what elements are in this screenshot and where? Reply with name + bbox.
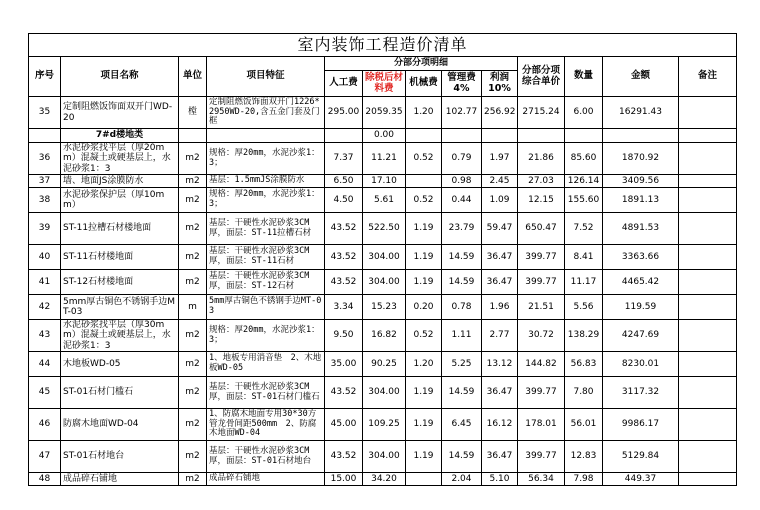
cell-qty: 5.56 [565,295,603,320]
cell-amount: 119.59 [603,295,679,320]
cell-unit: m2 [179,175,207,188]
cell-machine: 1.20 [406,97,442,129]
cell-labor: 4.50 [325,188,363,213]
cell-labor: 6.50 [325,175,363,188]
cell-qty: 56.01 [565,409,603,441]
cell-seq: 35 [29,97,61,129]
cell-unit-price: 399.77 [518,245,565,270]
cell-feature: 基层：1.5mmJS涂膜防水 [207,175,325,188]
cell-machine: 1.20 [406,352,442,377]
header-feature: 项目特征 [207,57,325,97]
cell-profit: 16.12 [482,409,518,441]
table-row [29,409,737,441]
cell-feature: 成品碎石铺地 [207,473,325,486]
cell-name: ST-11拉槽石材楼地面 [61,213,179,245]
cell-unit: m2 [179,377,207,409]
cell-feature: 1、防腐木地面专用30*30方管龙骨间距500mm 2、防腐木地面WD-04 [207,409,325,441]
cell-material: 11.21 [363,143,406,175]
cell-seq: 41 [29,270,61,295]
cell-seq: 42 [29,295,61,320]
cell-name: 防腐木地面WD-04 [61,409,179,441]
cell-material: 15.23 [363,295,406,320]
table-row [29,295,737,320]
header-unit-price: 分部分项综合单价 [518,57,565,97]
cell-labor: 15.00 [325,473,363,486]
cell-machine: 0.52 [406,143,442,175]
cell-unit-price: 144.82 [518,352,565,377]
cell-material: 34.20 [363,473,406,486]
header-machine: 机械费 [406,71,442,97]
cell-note [679,295,737,320]
header-note: 备注 [679,57,737,97]
cell-name: 水泥砂浆保护层（厚10mm） [61,188,179,213]
cell-name: 定制阻燃饭饰面双开门WD-20 [61,97,179,129]
cell-unit-price: 21.86 [518,143,565,175]
cell-note [679,245,737,270]
cell-labor: 9.50 [325,320,363,352]
cell-mgmt: 14.59 [442,270,482,295]
cell-note [679,175,737,188]
cell-seq: 44 [29,352,61,377]
cell-amount: 3363.66 [603,245,679,270]
header-unit: 单位 [179,57,207,97]
cell-seq: 48 [29,473,61,486]
cell-amount: 3409.56 [603,175,679,188]
cell-name: ST-01石材门槛石 [61,377,179,409]
table-row [29,270,737,295]
cell-note [679,409,737,441]
header-seq: 序号 [29,57,61,97]
header-material: 除税后材料费 [363,71,406,97]
cell-machine [406,175,442,188]
cell-name: ST-11石材楼地面 [61,245,179,270]
cell-amount: 449.37 [603,473,679,486]
cell-amount: 4247.69 [603,320,679,352]
cell-mgmt: 102.77 [442,97,482,129]
cell-material: 17.10 [363,175,406,188]
cell-profit: 1.09 [482,188,518,213]
table-body [29,97,737,486]
cell-feature: 规格：厚20mm，水泥沙浆1：3； [207,143,325,175]
cell-labor: 43.52 [325,213,363,245]
cell-machine: 1.19 [406,270,442,295]
cell-feature: 基层：干硬性水泥砂浆3CM厚，面层：ST-11石材 [207,245,325,270]
cell-mgmt [442,129,482,143]
cell-unit-price: 399.77 [518,377,565,409]
cell-mgmt: 5.25 [442,352,482,377]
cost-list-sheet [28,33,736,486]
cell-material: 16.82 [363,320,406,352]
cell-mgmt: 23.79 [442,213,482,245]
cell-mgmt: 14.59 [442,441,482,473]
cell-unit: m2 [179,213,207,245]
cell-name: 5mm厚古铜色不锈钢手边MT-03 [61,295,179,320]
table-row [29,245,737,270]
table-row [29,213,737,245]
cell-unit-price: 30.72 [518,320,565,352]
cell-profit: 36.47 [482,377,518,409]
cell-material: 304.00 [363,377,406,409]
cell-name: ST-01石材地台 [61,441,179,473]
cell-profit: 59.47 [482,213,518,245]
table-row [29,441,737,473]
cell-profit [482,129,518,143]
cell-unit: m2 [179,188,207,213]
cell-machine [406,473,442,486]
cell-machine [406,129,442,143]
header-name: 项目名称 [61,57,179,97]
header-qty: 数量 [565,57,603,97]
cell-qty: 12.83 [565,441,603,473]
cell-labor: 43.52 [325,377,363,409]
cell-qty: 6.00 [565,97,603,129]
header-group: 分部分项明细 [325,57,518,71]
cell-labor: 35.00 [325,352,363,377]
cell-seq: 43 [29,320,61,352]
cell-seq: 47 [29,441,61,473]
header-labor: 人工费 [325,71,363,97]
cell-machine: 1.19 [406,213,442,245]
cell-machine: 0.52 [406,188,442,213]
cell-labor: 295.00 [325,97,363,129]
cell-note [679,473,737,486]
cell-unit: m2 [179,441,207,473]
cell-feature: 规格：厚20mm，水泥沙浆1：3； [207,320,325,352]
cell-mgmt: 0.79 [442,143,482,175]
cell-amount: 8230.01 [603,352,679,377]
cell-material: 2059.35 [363,97,406,129]
cell-amount: 4465.42 [603,270,679,295]
cell-material: 304.00 [363,245,406,270]
cell-note [679,129,737,143]
cell-profit: 5.10 [482,473,518,486]
cell-name: 水泥砂浆找平层（厚30mm）混凝土或硬基层上，水泥砂浆1：3 [61,320,179,352]
cell-unit-price: 399.77 [518,441,565,473]
cell-amount: 4891.53 [603,213,679,245]
cell-material: 304.00 [363,441,406,473]
cell-mgmt: 14.59 [442,245,482,270]
cell-profit: 36.47 [482,441,518,473]
cell-unit: m2 [179,473,207,486]
cell-note [679,213,737,245]
cell-amount: 1870.92 [603,143,679,175]
table-row [29,175,737,188]
cell-qty: 8.41 [565,245,603,270]
cell-qty: 11.17 [565,270,603,295]
cell-note [679,97,737,129]
cell-material: 0.00 [363,129,406,143]
cell-profit: 13.12 [482,352,518,377]
cell-qty: 126.14 [565,175,603,188]
cell-profit: 2.77 [482,320,518,352]
cell-amount: 1891.13 [603,188,679,213]
cell-feature [207,129,325,143]
table-row [29,377,737,409]
cell-material: 5.61 [363,188,406,213]
cell-unit-price: 21.51 [518,295,565,320]
cell-feature: 基层：干硬性水泥砂浆3CM厚，面层：ST-01石材地台 [207,441,325,473]
cell-feature: 基层：干硬性水泥砂浆3CM厚，面层：ST-12石材 [207,270,325,295]
cell-profit: 1.97 [482,143,518,175]
cell-labor: 7.37 [325,143,363,175]
cell-amount: 5129.84 [603,441,679,473]
cell-note [679,377,737,409]
cell-mgmt: 6.45 [442,409,482,441]
cell-material: 90.25 [363,352,406,377]
cell-amount: 3117.32 [603,377,679,409]
cell-seq: 38 [29,188,61,213]
cell-unit-price: 27.03 [518,175,565,188]
section-row [29,129,737,143]
cell-note [679,352,737,377]
cell-labor: 43.52 [325,441,363,473]
cell-unit: 樘 [179,97,207,129]
cell-mgmt: 14.59 [442,377,482,409]
sheet-title: 室内装饰工程造价清单 [29,34,737,57]
cost-list-table [28,33,737,486]
cell-amount [603,129,679,143]
cell-unit: m2 [179,409,207,441]
cell-mgmt: 0.78 [442,295,482,320]
cell-unit: m2 [179,143,207,175]
cell-mgmt: 0.44 [442,188,482,213]
cell-note [679,320,737,352]
cell-note [679,143,737,175]
cell-machine: 1.19 [406,409,442,441]
cell-qty: 56.83 [565,352,603,377]
cell-note [679,270,737,295]
cell-name: 水泥砂浆找平层（厚20mm）混凝土或硬基层上，水泥砂浆1：3 [61,143,179,175]
table-row [29,188,737,213]
cell-unit-price: 178.01 [518,409,565,441]
cell-seq: 39 [29,213,61,245]
header-mgmt: 管理费4% [442,71,482,97]
cell-labor: 43.52 [325,270,363,295]
cell-labor: 45.00 [325,409,363,441]
cell-seq: 46 [29,409,61,441]
cell-material: 109.25 [363,409,406,441]
cell-seq: 45 [29,377,61,409]
cell-machine: 1.19 [406,441,442,473]
cell-unit: m2 [179,245,207,270]
cell-labor: 43.52 [325,245,363,270]
cell-unit-price: 399.77 [518,270,565,295]
cell-unit-price: 650.47 [518,213,565,245]
cell-qty: 7.80 [565,377,603,409]
cell-mgmt: 2.04 [442,473,482,486]
cell-name: 墙、地面JS涂膜防水 [61,175,179,188]
section-title: 7#d楼地类 [61,129,179,143]
cell-name: 木地板WD-05 [61,352,179,377]
cell-labor [325,129,363,143]
cell-unit [179,129,207,143]
cell-feature: 定制阻燃饭饰面双开门1226*2950WD-20,含五金门套及门框 [207,97,325,129]
cell-profit: 36.47 [482,245,518,270]
cell-seq [29,129,61,143]
cell-qty: 155.60 [565,188,603,213]
cell-profit: 36.47 [482,270,518,295]
cell-name: ST-12石材楼地面 [61,270,179,295]
cell-qty [565,129,603,143]
cell-profit: 1.96 [482,295,518,320]
cell-material: 304.00 [363,270,406,295]
header-profit: 利润10% [482,71,518,97]
table-row [29,320,737,352]
cell-seq: 36 [29,143,61,175]
cell-seq: 40 [29,245,61,270]
cell-machine: 0.20 [406,295,442,320]
header-amount: 金额 [603,57,679,97]
table-row [29,352,737,377]
cell-name: 成品碎石铺地 [61,473,179,486]
cell-machine: 0.52 [406,320,442,352]
cell-qty: 7.98 [565,473,603,486]
cell-feature: 基层：干硬性水泥砂浆3CM厚，面层：ST-01石材门槛石 [207,377,325,409]
cell-qty: 85.60 [565,143,603,175]
cell-qty: 7.52 [565,213,603,245]
cell-amount: 16291.43 [603,97,679,129]
table-row [29,97,737,129]
cell-amount: 9986.17 [603,409,679,441]
cell-unit: m2 [179,320,207,352]
cell-labor: 3.34 [325,295,363,320]
cell-unit: m [179,295,207,320]
cell-unit: m2 [179,352,207,377]
cell-feature: 5mm厚古铜色不锈钢手边MT-03 [207,295,325,320]
cell-profit: 2.45 [482,175,518,188]
cell-unit-price [518,129,565,143]
cell-unit: m2 [179,270,207,295]
cell-machine: 1.19 [406,245,442,270]
cell-machine: 1.19 [406,377,442,409]
cell-material: 522.50 [363,213,406,245]
cell-unit-price: 12.15 [518,188,565,213]
cell-mgmt: 0.98 [442,175,482,188]
cell-note [679,188,737,213]
cell-mgmt: 1.11 [442,320,482,352]
cell-qty: 138.29 [565,320,603,352]
cell-feature: 规格：厚20mm，水泥沙浆1：3； [207,188,325,213]
table-row [29,143,737,175]
cell-unit-price: 2715.24 [518,97,565,129]
cell-profit: 256.92 [482,97,518,129]
cell-seq: 37 [29,175,61,188]
cell-note [679,441,737,473]
cell-feature: 基层：干硬性水泥砂浆3CM厚，面层：ST-11拉槽石材 [207,213,325,245]
table-row [29,473,737,486]
cell-unit-price: 56.34 [518,473,565,486]
cell-feature: 1、地板专用消音垫 2、木地板WD-05 [207,352,325,377]
